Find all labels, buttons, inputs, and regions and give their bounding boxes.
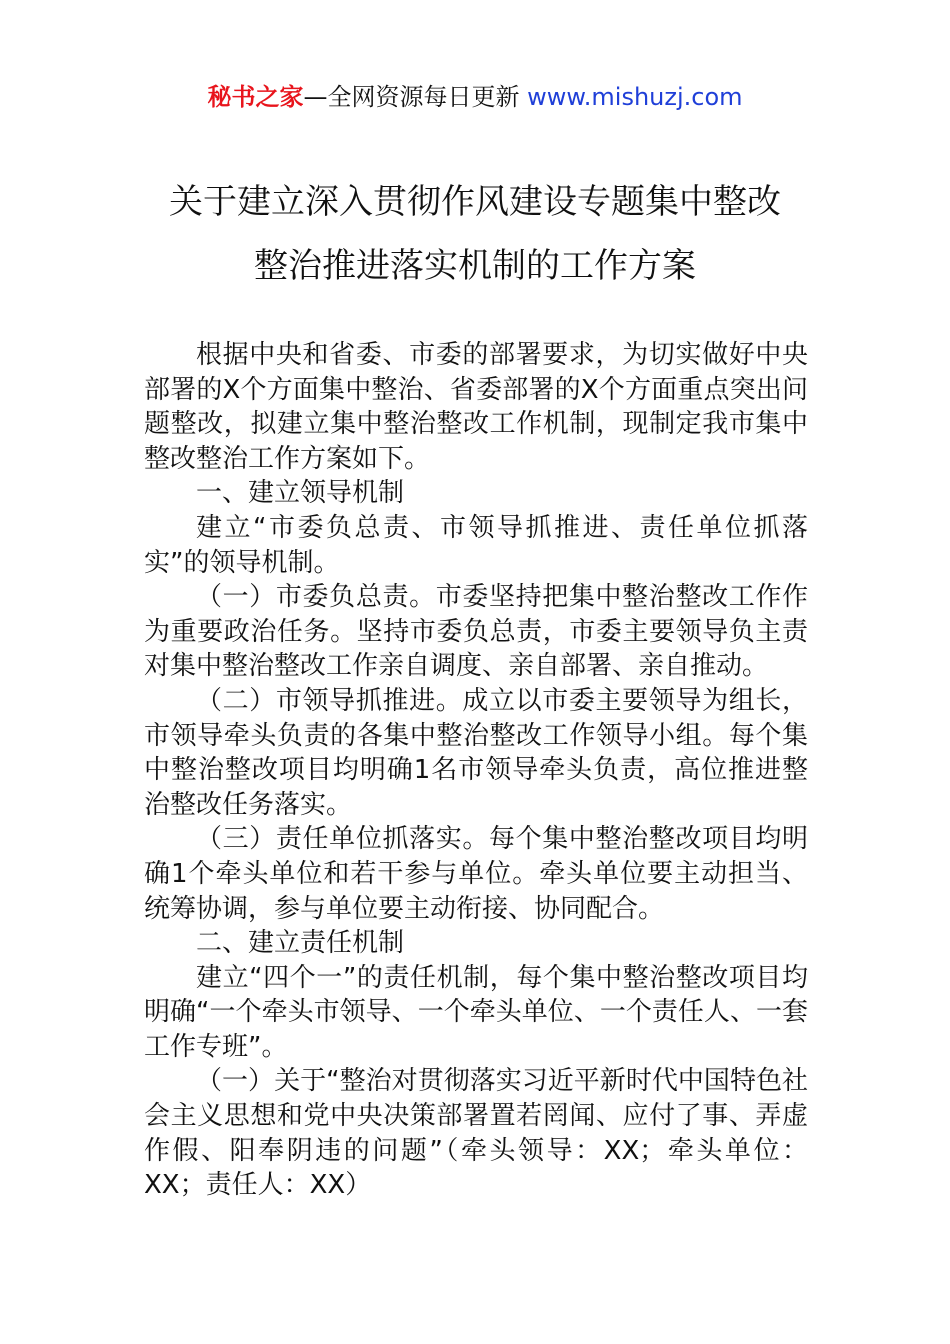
banner-tagline: —全网资源每日更新	[303, 83, 528, 111]
title-line-1: 关于建立深入贯彻作风建设专题集中整改	[169, 182, 781, 222]
paragraph: （一）关于“整治对贯彻落实习近平新时代中国特色社会主义思想和党中央决策部署置若罔闻、应付了事、弄虚作假、阳奉阴违的问题”（牵头领导：XX；牵头单位：XX；责任人：XX）	[144, 1066, 808, 1201]
site-url-link[interactable]: www.mishuzj.com	[527, 83, 743, 111]
paragraph-intro: 根据中央和省委、市委的部署要求，为切实做好中央部署的X个方面集中整治、省委部署的X个方面重点突出问题整改，拟建立集中整治整改工作机制，现制定我市集中整改整治工作方案如下。	[144, 340, 808, 474]
paragraph: 建立“市委负总责、市领导抓推进、责任单位抓落实”的领导机制。	[144, 512, 808, 578]
section-heading-2: 二、建立责任机制	[196, 928, 405, 959]
brand-name: 秘书之家	[207, 83, 304, 111]
section-heading-1: 一、建立领导机制	[196, 478, 405, 509]
paragraph: （一）市委负总责。市委坚持把集中整治整改工作作为重要政治任务。坚持市委负总责，市委主要领导负主责对集中整治整改工作亲自调度、亲自部署、亲自推动。	[144, 582, 808, 682]
document-body	[144, 338, 808, 1203]
paragraph: 建立“四个一”的责任机制，每个集中整治整改项目均明确“一个牵头市领导、一个牵头单位、一个责任人、一套工作专班”。	[144, 962, 808, 1062]
document-title	[120, 170, 830, 298]
paragraph: （二）市领导抓推进。成立以市委主要领导为组长，市领导牵头负责的各集中整治整改工作领导小组。每个集中整治整改项目均明确1名市领导牵头负责，高位推进整治整改任务落实。	[144, 685, 808, 820]
paragraph: （三）责任单位抓落实。每个集中整治整改项目均明确1个牵头单位和若干参与单位。牵头单位要主动担当、统筹协调，参与单位要主动衔接、协同配合。	[144, 824, 808, 924]
site-banner	[0, 80, 950, 114]
title-line-2: 整治推进落实机制的工作方案	[254, 246, 696, 286]
